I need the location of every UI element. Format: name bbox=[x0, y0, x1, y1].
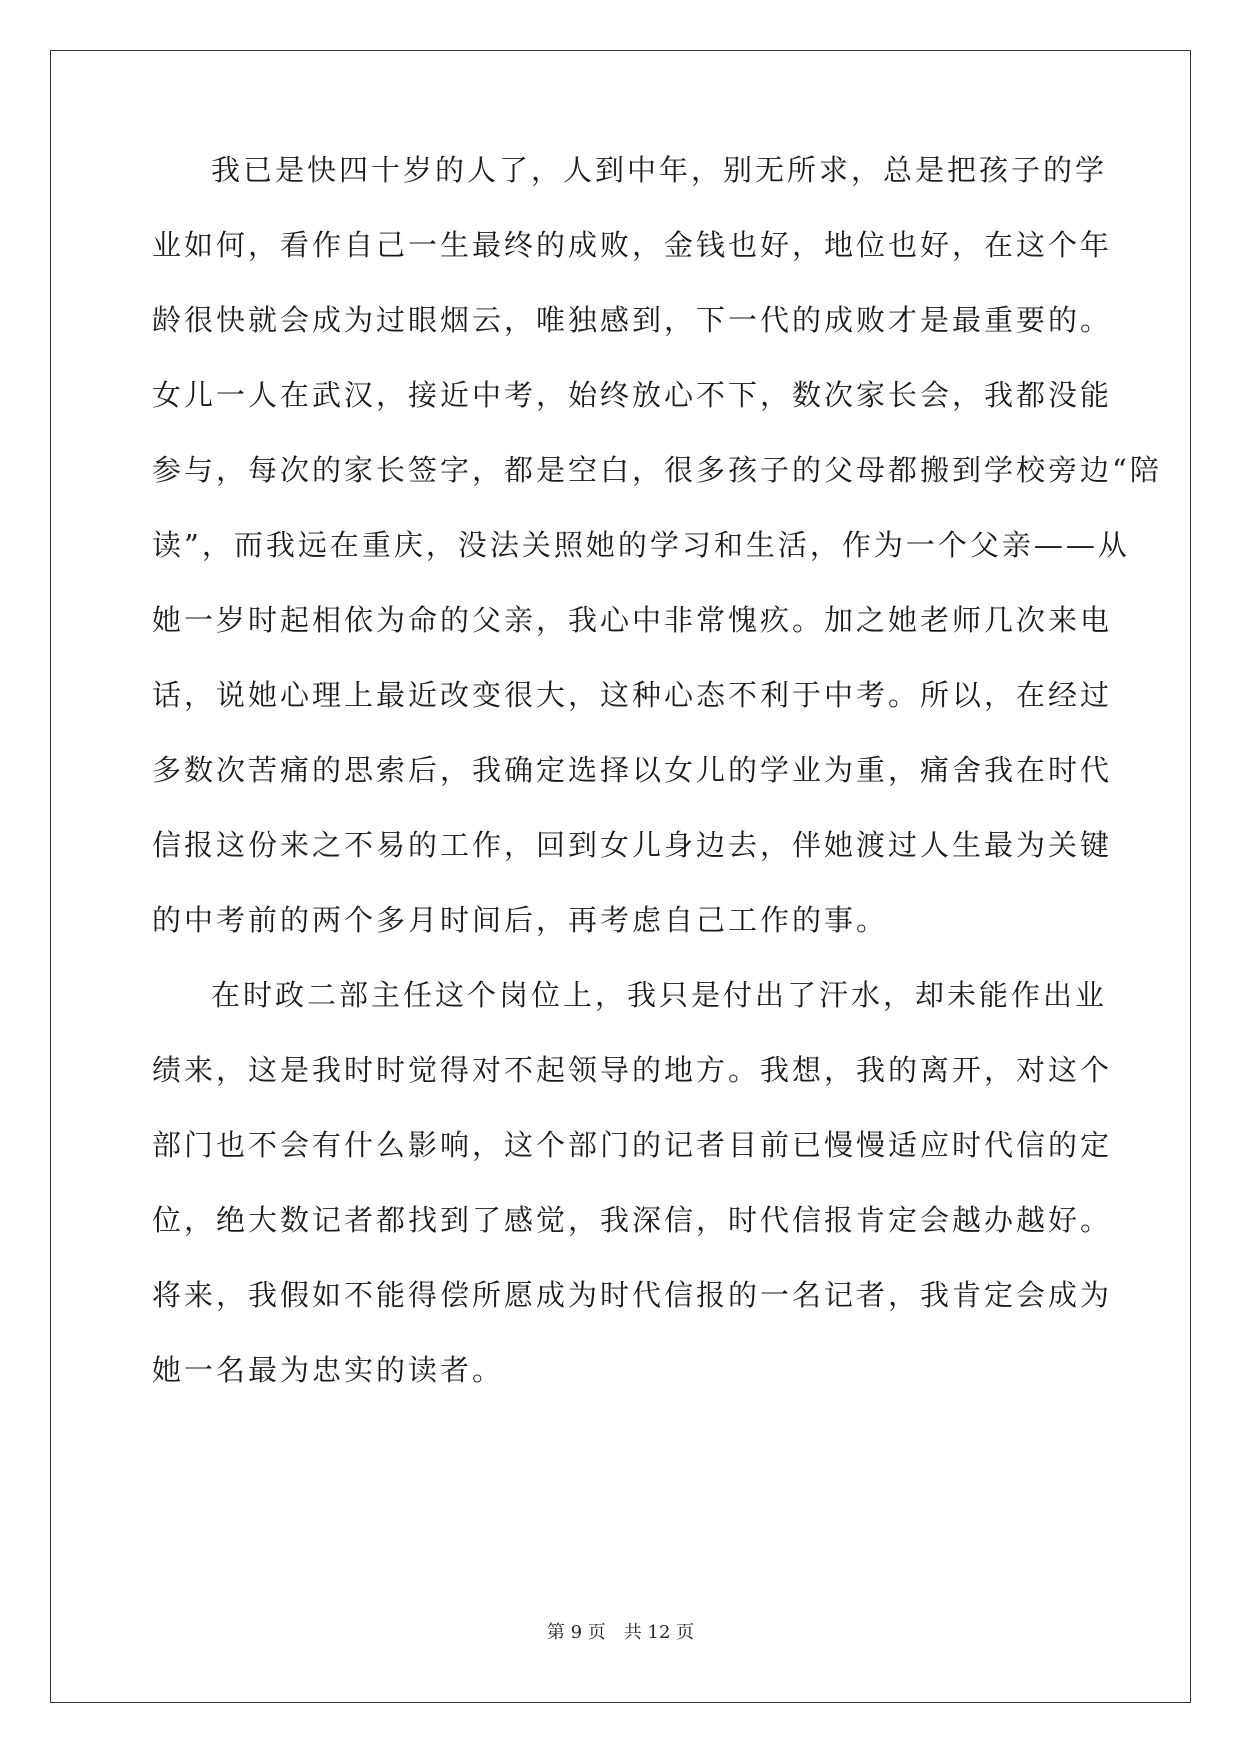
paragraph-2-line-1: 在时政二部主任这个岗位上，我只是付出了汗水，却未能作出业 bbox=[211, 978, 1108, 1012]
paragraph-1-line-3: 龄很快就会成为过眼烟云，唯独感到，下一代的成败才是最重要的。 bbox=[152, 303, 1113, 337]
paragraph-1-line-11: 的中考前的两个多月时间后，再考虑自己工作的事。 bbox=[152, 903, 889, 937]
page-number: 第 9 页 bbox=[546, 1622, 606, 1643]
paragraph-1-line-1: 我已是快四十岁的人了，人到中年，别无所求，总是把孩子的学 bbox=[211, 153, 1108, 187]
paragraph-1-line-7: 她一岁时起相依为命的父亲，我心中非常愧疚。加之她老师几次来电 bbox=[152, 603, 1113, 637]
paragraph-1-line-2: 业如何，看作自己一生最终的成败，金钱也好，地位也好，在这个年 bbox=[152, 228, 1113, 262]
paragraph-2-line-2: 绩来，这是我时时觉得对不起领导的地方。我想，我的离开，对这个 bbox=[152, 1053, 1113, 1087]
paragraph-1-line-5: 参与，每次的家长签字，都是空白，很多孩子的父母都搬到学校旁边“陪 bbox=[152, 453, 1162, 487]
paragraph-2-line-4: 位，绝大数记者都找到了感觉，我深信，时代信报肯定会越办越好。 bbox=[152, 1203, 1113, 1237]
paragraph-2-line-6: 她一名最为忠实的读者。 bbox=[152, 1353, 505, 1387]
page-border bbox=[50, 50, 1191, 1703]
paragraph-1-line-8: 话，说她心理上最近改变很大，这种心态不利于中考。所以，在经过 bbox=[152, 678, 1113, 712]
paragraph-1-line-6: 读”，而我远在重庆，没法关照她的学习和生活，作为一个父亲——从 bbox=[152, 528, 1130, 562]
paragraph-1-line-4: 女儿一人在武汉，接近中考，始终放心不下，数次家长会，我都没能 bbox=[152, 378, 1113, 412]
paragraph-1-line-10: 信报这份来之不易的工作，回到女儿身边去，伴她渡过人生最为关键 bbox=[152, 828, 1113, 862]
paragraph-1-line-9: 多数次苦痛的思索后，我确定选择以女儿的学业为重，痛舍我在时代 bbox=[152, 753, 1113, 787]
page-footer bbox=[0, 1621, 1241, 1645]
paragraph-2-line-5: 将来，我假如不能得偿所愿成为时代信报的一名记者，我肯定会成为 bbox=[152, 1278, 1113, 1312]
page-total: 共 12 页 bbox=[623, 1622, 695, 1643]
paragraph-2-line-3: 部门也不会有什么影响，这个部门的记者目前已慢慢适应时代信的定 bbox=[152, 1128, 1113, 1162]
